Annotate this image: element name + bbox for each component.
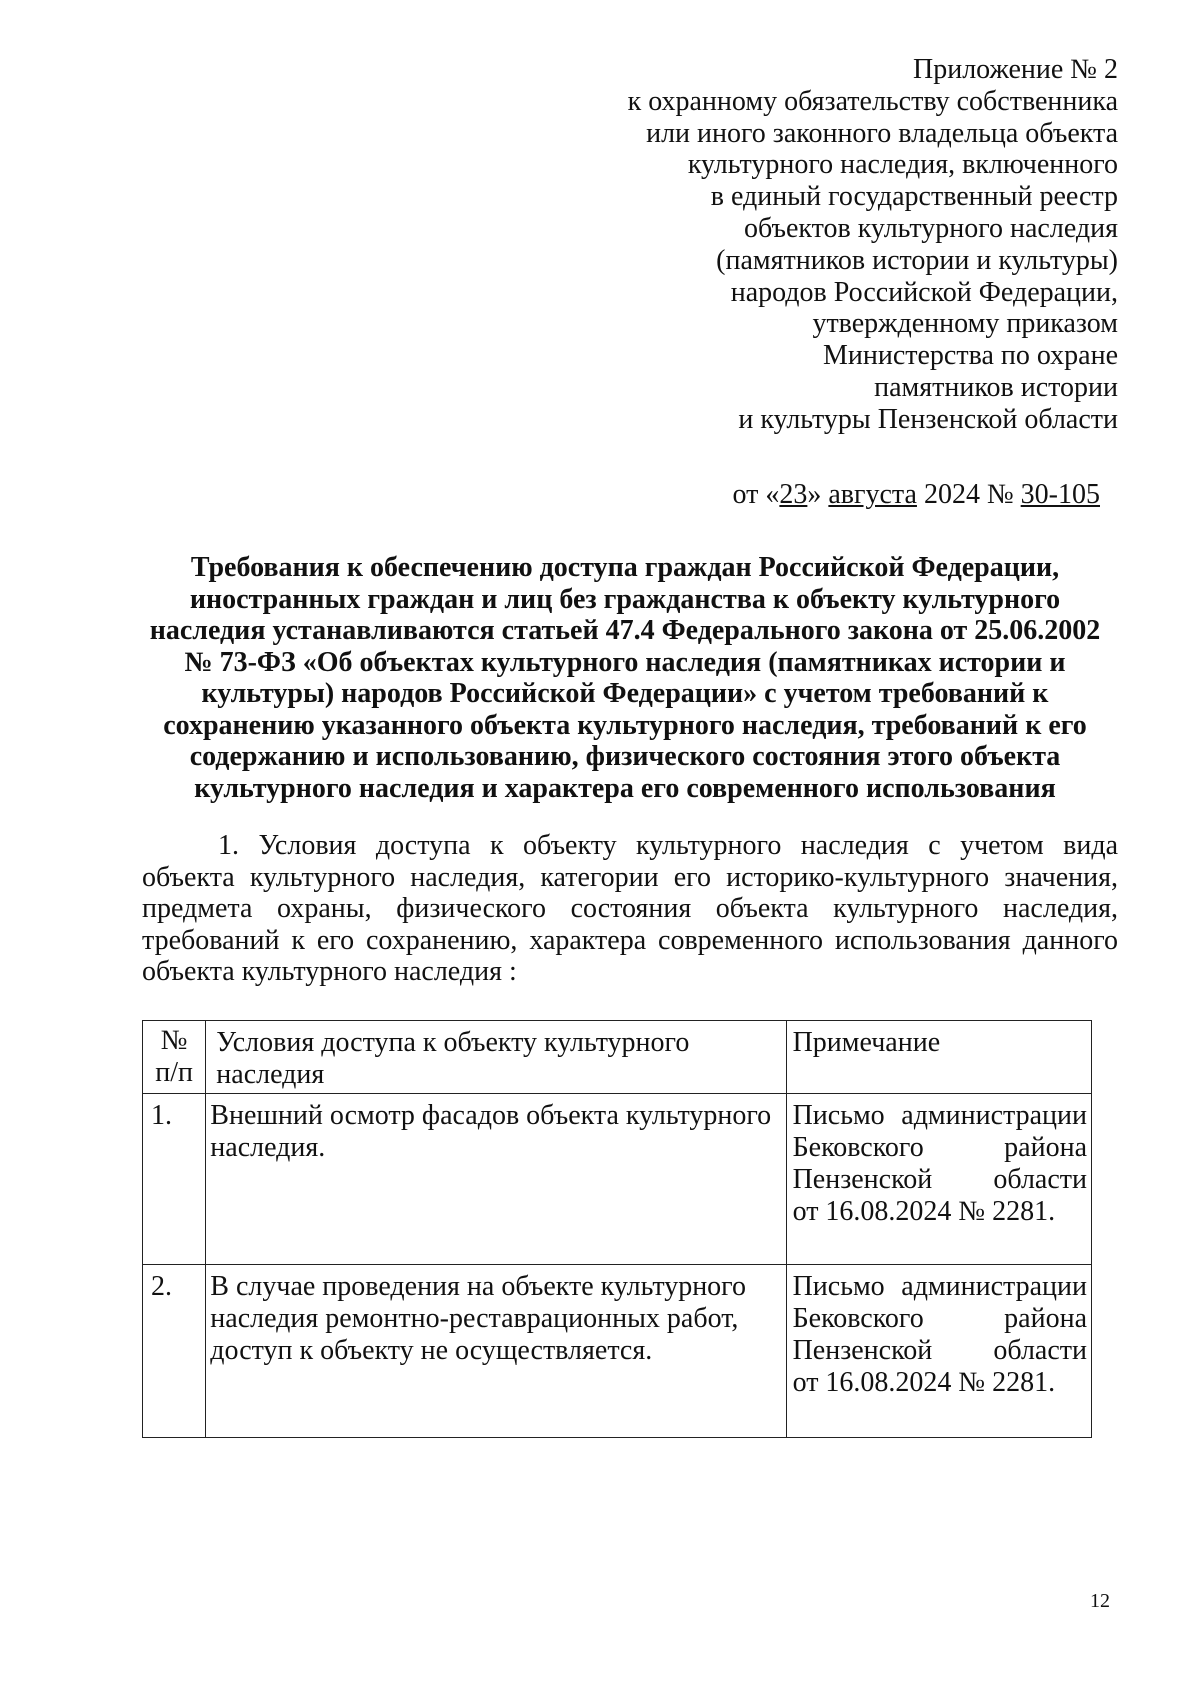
table-header-row <box>143 1021 1092 1094</box>
header-number-line: п/п <box>155 1057 194 1088</box>
paragraph-line: 1. Условия доступа к объекту культурного наследия с учетом вида <box>218 830 1118 861</box>
heading-line: № 73-ФЗ «Об объектах культурного наследия (памятниках истории и <box>184 646 1066 678</box>
table-row <box>143 1265 1092 1438</box>
note-line: Письмо администрации <box>792 1100 1087 1131</box>
heading-line: сохранению указанного объекта культурного наследия, требований к его <box>163 709 1087 741</box>
appendix-line: или иного законного владельца объекта <box>646 117 1118 149</box>
heading-line: наследия устанавливаются статьей 47.4 Федерального закона от 25.06.2002 <box>149 615 1101 646</box>
note-line: от 16.08.2024 № 2281. <box>792 1367 1056 1398</box>
heading-line: Требования к обеспечению доступа граждан Российской Федерации, <box>190 552 1060 583</box>
appendix-line: объектов культурного наследия <box>743 212 1118 244</box>
note-line: Пензенской области <box>792 1164 1087 1195</box>
access-conditions-table <box>142 1020 1092 1438</box>
row-number: 2. <box>143 1265 206 1438</box>
heading-line: содержанию и использованию, физического состояния этого объекта <box>189 741 1061 772</box>
order-number: 30-105 <box>1020 479 1100 510</box>
appendix-caption <box>400 54 1118 436</box>
appendix-line: утвержденному приказом <box>812 308 1118 340</box>
row-number: 1. <box>143 1094 206 1265</box>
condition-line: доступ к объекту не осуществляется. <box>210 1335 653 1366</box>
header-conditions-cell <box>206 1021 786 1094</box>
header-conditions-line: Условия доступа к объекту культурного <box>216 1027 690 1058</box>
appendix-line: и культуры Пензенской области <box>738 403 1118 435</box>
condition-line: Внешний осмотр фасадов объекта культурного <box>210 1100 772 1131</box>
order-date <box>600 478 1100 512</box>
note-line: Письмо администрации <box>792 1271 1087 1302</box>
row-condition <box>206 1265 786 1438</box>
header-number-line: № <box>160 1025 188 1056</box>
header-number-cell <box>143 1021 206 1094</box>
paragraph-line: объекта культурного наследия, категории его историко-культурного значения, <box>142 861 1118 893</box>
document-heading <box>130 552 1120 804</box>
appendix-line: Министерства по охране <box>822 340 1118 372</box>
note-line: Пензенской области <box>792 1335 1087 1366</box>
access-conditions-paragraph <box>142 830 1118 988</box>
note-line: от 16.08.2024 № 2281. <box>792 1196 1056 1227</box>
order-month: августа <box>828 479 917 510</box>
condition-line: наследия. <box>210 1132 326 1163</box>
table-row <box>143 1094 1092 1265</box>
appendix-line: Приложение № 2 <box>913 54 1118 85</box>
appendix-line: народов Российской Федерации, <box>730 276 1118 308</box>
note-line: Бековского района <box>792 1303 1087 1334</box>
heading-line: культурного наследия и характера его современного использования <box>194 772 1056 804</box>
note-line: Бековского района <box>792 1132 1087 1163</box>
row-note <box>786 1094 1091 1265</box>
heading-line: культуры) народов Российской Федерации» с учетом требований к <box>201 678 1049 709</box>
page-number: 12 <box>1090 1590 1110 1612</box>
paragraph-line: требований к его сохранению, характера современного использования данного <box>142 924 1118 956</box>
order-year: 2024 № <box>916 479 1021 510</box>
heading-line: иностранных граждан и лиц без гражданства к объекту культурного <box>189 583 1061 615</box>
paragraph-line: объекта культурного наследия : <box>142 956 517 988</box>
header-note-cell: Примечание <box>786 1021 1091 1094</box>
appendix-line: культурного наследия, включенного <box>687 149 1118 181</box>
appendix-line: памятников истории <box>874 371 1118 403</box>
row-condition <box>206 1094 786 1265</box>
order-day: 23 <box>779 479 808 510</box>
appendix-line: (памятников истории и культуры) <box>716 244 1118 276</box>
condition-line: В случае проведения на объекте культурного <box>210 1271 746 1302</box>
header-conditions-line: наследия <box>216 1059 325 1090</box>
order-date-mid: » <box>807 479 829 510</box>
appendix-line: к охранному обязательству собственника <box>627 85 1118 117</box>
condition-line: наследия ремонтно-реставрационных работ, <box>210 1303 739 1334</box>
row-note <box>786 1265 1091 1438</box>
paragraph-line: предмета охраны, физического состояния объекта культурного наследия, <box>142 893 1118 925</box>
order-date-prefix: от « <box>732 479 780 510</box>
appendix-line: в единый государственный реестр <box>710 181 1118 213</box>
